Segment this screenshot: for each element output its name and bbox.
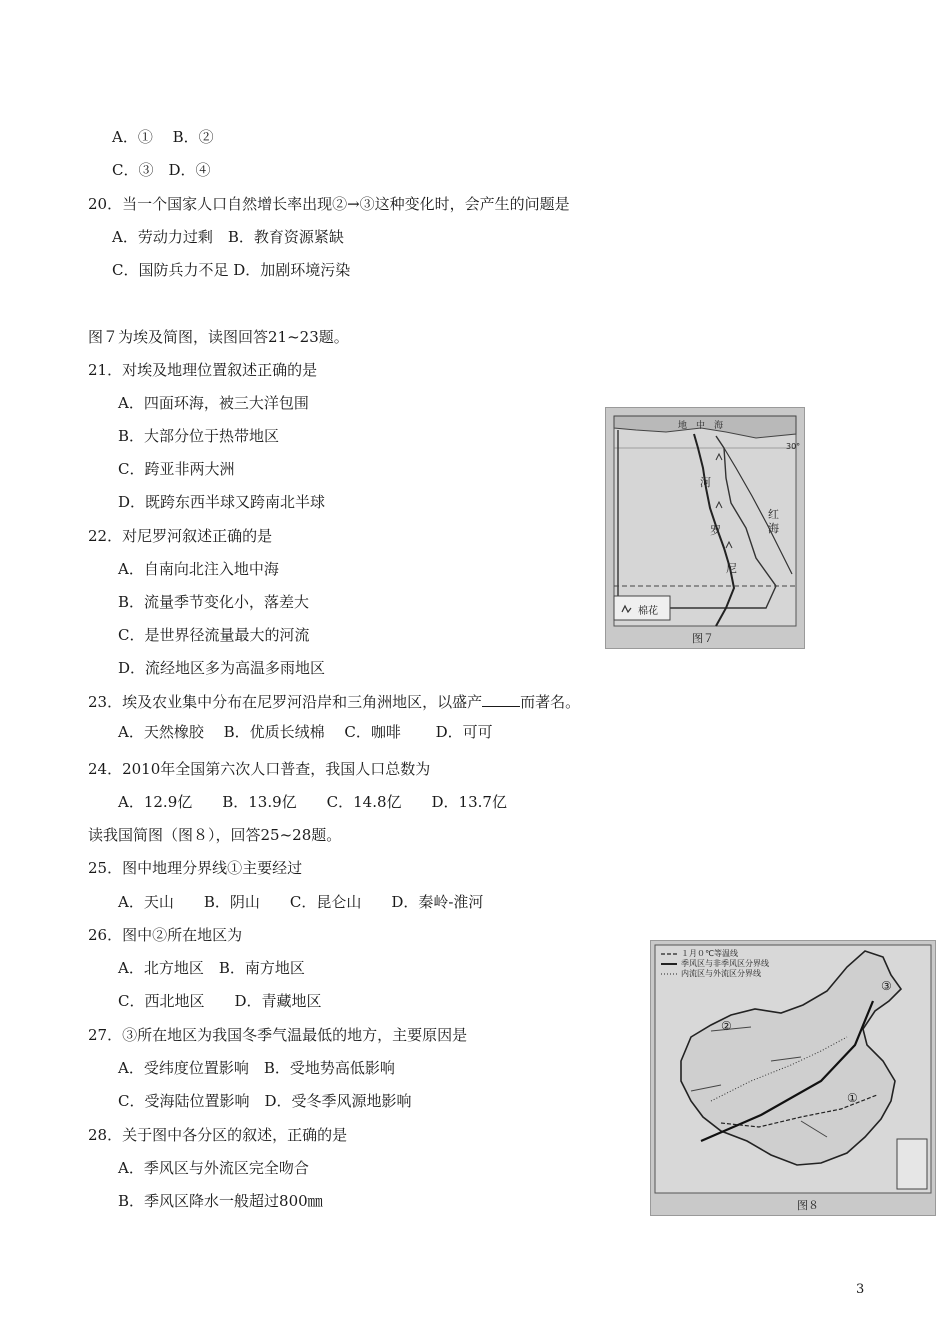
q27-options-cd: C．受海陆位置影响 D．受冬季风源地影响 xyxy=(118,1092,412,1110)
q23-options: A．天然橡胶 B．优质长绒棉 C．咖啡 D．可可 xyxy=(118,723,493,741)
legend-label-1: １月０℃等温线 xyxy=(681,949,738,958)
legend-cotton-label: 棉花 xyxy=(638,606,658,617)
china-map-drawing xyxy=(651,941,935,1215)
q24-options: A．12.9亿 B．13.9亿 C．14.8亿 D．13.7亿 xyxy=(118,793,507,811)
legend-label-2: 季风区与非季风区分界线 xyxy=(681,959,769,968)
q23-stem-before-blank: 23．埃及农业集中分布在尼罗河沿岸和三角洲地区，以盛产 xyxy=(88,693,483,711)
page-number: 3 xyxy=(856,1282,865,1297)
south-china-sea-inset xyxy=(897,1139,927,1189)
q21-option-a: A．四面环海，被三大洋包围 xyxy=(118,394,309,412)
figure-8-caption: 图８ xyxy=(797,1199,819,1212)
question-24: 24．2010年全国第六次人口普查，我国人口总数为 xyxy=(88,760,431,778)
question-20: 20．当一个国家人口自然增长率出现②→③这种变化时，会产生的问题是 xyxy=(88,195,570,213)
question-27: 27．③所在地区为我国冬季气温最低的地方，主要原因是 xyxy=(88,1026,468,1044)
question-21: 21．对埃及地理位置叙述正确的是 xyxy=(88,361,318,379)
red-sea-label-1: 红 xyxy=(768,508,779,521)
q28-option-a: A．季风区与外流区完全吻合 xyxy=(118,1159,309,1177)
q21-option-c: C．跨亚非两大洲 xyxy=(118,460,235,478)
q22-option-d: D．流经地区多为高温多雨地区 xyxy=(118,659,326,677)
river-label-1: 河 xyxy=(700,476,711,489)
marker-3: ③ xyxy=(881,979,892,993)
figure-8-china-map xyxy=(650,940,936,1216)
q25-options: A．天山 B．阴山 C．昆仑山 D．秦岭-淮河 xyxy=(118,893,484,911)
q26-options-cd: C．西北地区 D．青藏地区 xyxy=(118,992,322,1010)
q22-option-c: C．是世界径流量最大的河流 xyxy=(118,626,310,644)
q22-option-a: A．自南向北注入地中海 xyxy=(118,560,279,578)
figure-7-egypt-map xyxy=(605,407,805,649)
latitude-label: 30° xyxy=(786,442,801,451)
question-23 xyxy=(88,692,580,712)
legend-label-3: 内流区与外流区分界线 xyxy=(681,969,761,978)
q19-options-cd: C．③ D．④ xyxy=(112,161,211,179)
answer-blank xyxy=(482,692,520,707)
figure-7-caption: 图７ xyxy=(692,632,714,645)
question-28: 28．关于图中各分区的叙述，正确的是 xyxy=(88,1126,348,1144)
q20-options-ab: A．劳动力过剩 B．教育资源紧缺 xyxy=(112,228,344,246)
q27-options-ab: A．受纬度位置影响 B．受地势高低影响 xyxy=(118,1059,395,1077)
question-25: 25．图中地理分界线①主要经过 xyxy=(88,859,303,877)
figure-7-intro: 图７为埃及简图，读图回答21~23题。 xyxy=(88,328,349,346)
red-sea-label-2: 海 xyxy=(768,522,779,535)
q21-option-b: B．大部分位于热带地区 xyxy=(118,427,280,445)
q21-option-d: D．既跨东西半球又跨南北半球 xyxy=(118,493,326,511)
question-26: 26．图中②所在地区为 xyxy=(88,926,243,944)
river-label-3: 尼 xyxy=(726,562,737,575)
q20-options-cd: C．国防兵力不足 D．加剧环境污染 xyxy=(112,261,351,279)
q26-options-ab: A．北方地区 B．南方地区 xyxy=(118,959,305,977)
marker-1: ① xyxy=(847,1091,858,1105)
marker-2: ② xyxy=(721,1019,732,1033)
river-label-2: 罗 xyxy=(710,524,721,537)
q19-options-ab: A．① B．② xyxy=(112,128,214,146)
q23-stem-after-blank: 而著名。 xyxy=(520,693,581,711)
question-22: 22．对尼罗河叙述正确的是 xyxy=(88,527,273,545)
q28-option-b: B．季风区降水一般超过800㎜ xyxy=(118,1192,323,1210)
figure-8-intro: 读我国简图（图８），回答25~28题。 xyxy=(88,826,342,844)
q22-option-b: B．流量季节变化小，落差大 xyxy=(118,593,310,611)
mediterranean-label: 地 中 海 xyxy=(678,421,724,431)
